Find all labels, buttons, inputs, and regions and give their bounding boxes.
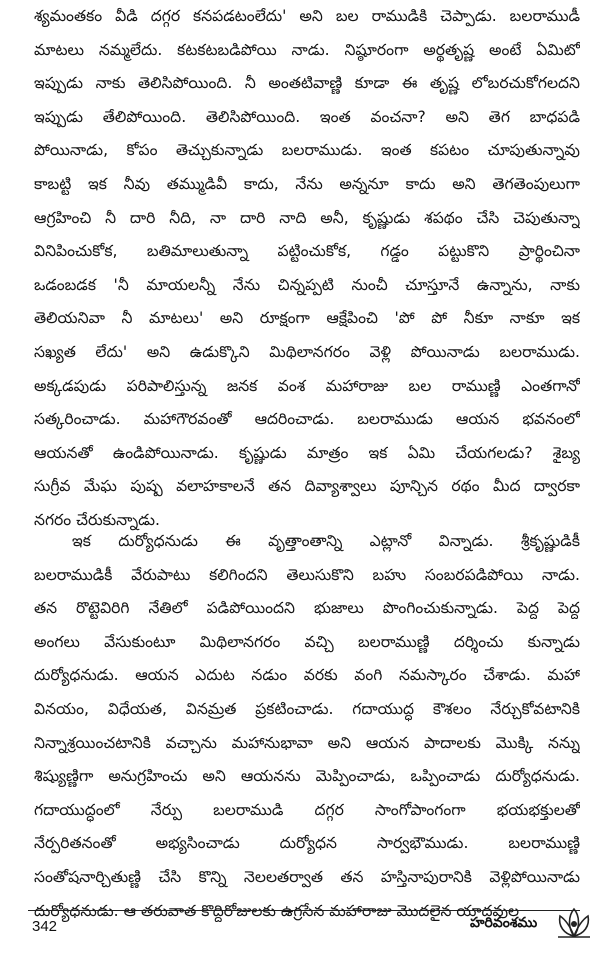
text-line: ఒడంబడక 'నీ మాయలన్నీ నేను చిన్నప్పటి నుంచీ చూస్తూనే ఉన్నాను, నాకు — [34, 275, 580, 294]
text-line: కాబట్టి ఇక నీవు తమ్ముడివీ కాదు, నేను అన్ననూ కాదు అని తెగతెంపులుగా — [34, 174, 580, 193]
text-line: సత్కరించాడు. మహాగౌరవంతో ఆదరించాడు. బలరాముడు ఆయన భవనంలో — [34, 410, 580, 429]
book-title: హరివంశము — [470, 915, 538, 931]
text-line: ఆయనతో ఉండిపోయినాడు. కృష్ణుడు మాత్రం ఇక ఏమి చేయగలడు? శైబ్య — [34, 443, 580, 462]
text-line: తెలియనివా నీ మాటలు' అని రూక్షంగా ఆక్షేపించి 'పో పో నీకూ నాకూ ఇక — [34, 309, 580, 328]
text-line: అంగలు వేసుకుంటూ మిథిలానగరం వచ్చి బలరాముణ్ణి దర్శించు కున్నాడు — [34, 632, 580, 651]
lotus-ornament-icon — [554, 906, 594, 940]
text-line: సఖ్యత లేదు' అని ఉడుక్కొని మిథిలానగరం వెళ్లి పోయినాడు బలరాముడు. — [34, 342, 580, 361]
text-line: మాటలు నమ్మలేదు. కటకటబడిపోయి నాడు. నిష్ఠూరంగా అర్థతృష్ణ అంటే ఏమిటో — [34, 40, 580, 59]
text-line: ఇప్పుడు నాకు తెలిసిపోయింది. నీ అంతటివాణ్ణి కూడా ఈ తృష్ణ లోబరచుకోగలదని — [34, 74, 580, 93]
paragraph-2 — [34, 525, 580, 928]
text-line: శ్యమంతకం వీడి దగ్గర కనపడటంలేదు' అని బల రాముడికి చెప్పాడు. బలరాముడీ — [34, 7, 580, 25]
text-line: సంతోషనార్చితుణ్ణి చేసి కొన్ని నెలలతర్వాత తన హస్తినాపురానికి వెళ్లిపోయినాడు — [34, 867, 580, 886]
text-line: పోయినాడు, కోపం తెచ్చుకున్నాడు బలరాముడు. ఇంత కపటం చూపుతున్నావు — [34, 141, 580, 160]
paragraph-1 — [34, 0, 580, 538]
text-line: నగరం చేరుకున్నాడు. — [34, 510, 160, 529]
text-line: శిష్యుణ్ణిగా అనుగ్రహించు అని ఆయనను మెప్పించాడు, ఒప్పించాడు దుర్యోధనుడు. — [34, 767, 580, 786]
text-line: వినిపించుకోక, బతిమాలుతున్నా పట్టించుకోక, గడ్డం పట్టుకొని ప్రార్థించినా — [34, 242, 580, 261]
page-number: 342 — [32, 918, 58, 935]
text-line: దుర్యోధనుడు. ఆయన ఎదుట నడుం వరకు వంగి నమస్కారం చేశాడు. మహా — [34, 666, 580, 685]
text-line: ఇప్పుడు తేలిపోయింది. తెలిసిపోయింది. ఇంత వంచనా? అని తెగ బాధపడి — [34, 107, 580, 126]
text-line: సుగ్రీవ మేఘ పుష్ప వలాహకాలనే తన దివ్యాశ్వాలు పూన్చిన రథం మీద ద్వారకా — [34, 477, 580, 496]
text-line: గదాయుద్ధంలో నేర్పు బలరాముడి దగ్గర సాంగోపాంగంగా భయభక్తులతో — [34, 800, 580, 819]
footer-rule — [28, 910, 580, 911]
text-line: తన రొట్టెవిరిగి నేతిలో పడిపోయిందని భుజాలు పొంగించుకున్నాడు. పెద్ద పెద్ద — [34, 599, 580, 618]
text-line: ఆగ్రహించి నీ దారి నీది, నా దారి నాది అనీ, కృష్ణుడు శపథం చేసి చెపుతున్నా — [34, 208, 580, 227]
text-line: నిన్నాశ్రయించటానికి వచ్చాను మహానుభావా అని ఆయన పాదాలకు మొక్కి నన్ను — [34, 733, 580, 752]
text-line: వినయం, విధేయత, వినమ్రత ప్రకటించాడు. గదాయుద్ధ కౌశలం నేర్చుకోవటానికి — [34, 699, 580, 718]
text-line: ఇక దుర్యోధనుడు ఈ వృత్తాంతాన్ని ఎట్లానో విన్నాడు. శ్రీకృష్ణుడికీ — [72, 532, 580, 550]
text-line: నేర్పరితనంతో అభ్యసించాడు దుర్యోధన సార్వభౌముడు. బలరాముణ్ణి — [34, 834, 580, 853]
text-line: దుర్యోధనుడు. ఆ తరువాత కొద్దిరోజులకు ఉగ్రసేన మహారాజు మొదలైన యాదవుల — [34, 901, 520, 920]
text-line: అక్కడపుడు పరిపాలిస్తున్న జనక వంశ మహారాజు బల రాముణ్ణి ఎంతగానో — [34, 376, 580, 395]
text-line: బలరాముడికీ వేరుపాటు కలిగిందని తెలుసుకొని బహు సంబరపడిపోయి నాడు. — [34, 565, 580, 584]
